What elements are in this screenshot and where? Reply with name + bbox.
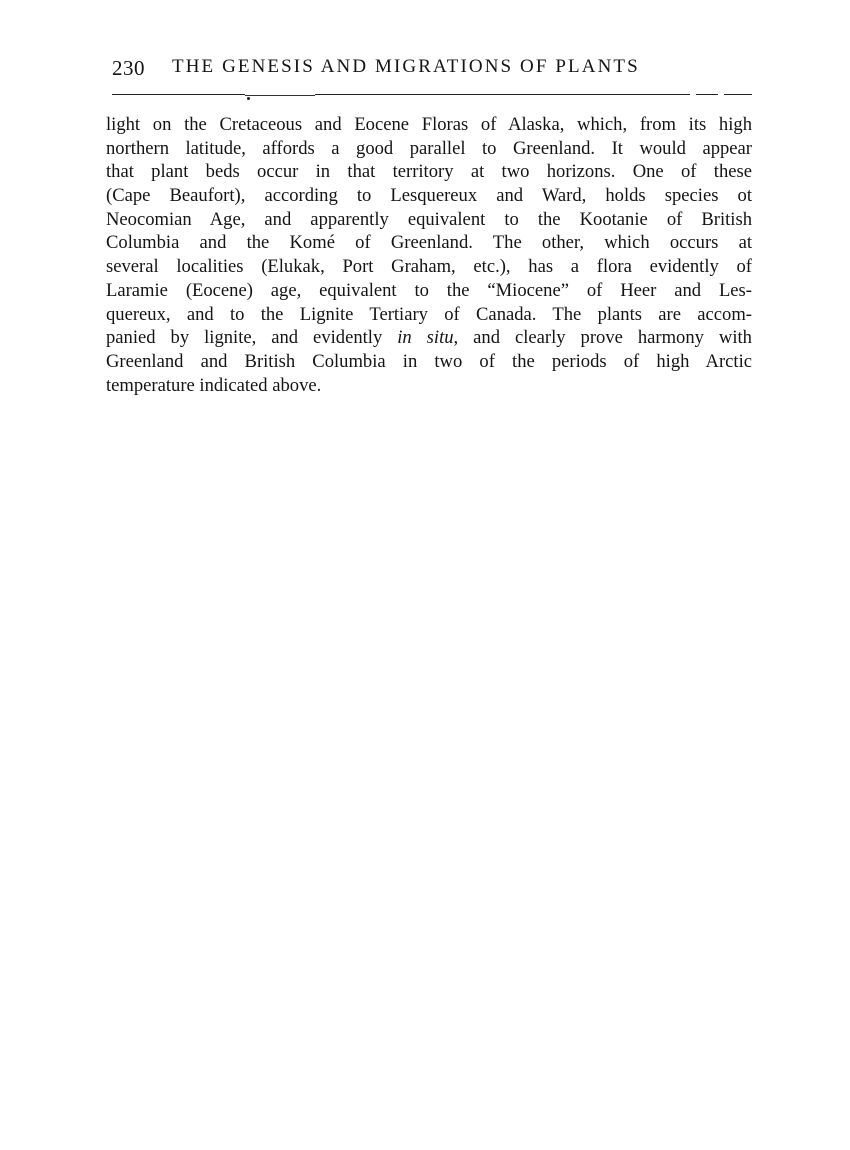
text-line: Greenland and British Columbia in two of the periods of high Arctic: [106, 350, 752, 372]
running-head: [112, 52, 752, 84]
text-segment: panied by lignite, and evidently: [106, 327, 398, 349]
rule-thin-segment: [245, 95, 315, 96]
text-line: (Cape Beaufort), according to Lesquereux and Ward, holds species ot: [106, 185, 752, 207]
text-line: quereux, and to the Lignite Tertiary of Canada. The plants are accom-: [106, 303, 752, 325]
text-line: Laramie (Eocene) age, equivalent to the “Miocene” of Heer and Les-: [106, 279, 752, 301]
text-line: several localities (Elukak, Port Graham, etc.), has a flora evidently of: [106, 256, 752, 278]
text-line: light on the Cretaceous and Eocene Floras of Alaska, which, from its high: [106, 114, 752, 135]
text-segment: , and clearly prove harmony with: [453, 327, 752, 349]
rule-dot: [247, 97, 250, 100]
rule-break: [690, 92, 696, 97]
text-line-with-italic: [106, 326, 752, 350]
header-rule: [112, 94, 752, 95]
running-title: THE GENESIS AND MIGRATIONS OF PLANTS: [172, 56, 640, 77]
body-paragraph: [106, 113, 752, 397]
rule-break: [718, 92, 724, 97]
page-number: 230: [112, 56, 145, 80]
text-line: that plant beds occur in that territory at two horizons. One of these: [106, 161, 752, 183]
italic-term: in situ: [397, 327, 454, 349]
text-line: Neocomian Age, and apparently equivalent to the Kootanie of British: [106, 208, 752, 230]
text-line: Columbia and the Komé of Greenland. The other, which occurs at: [106, 232, 752, 254]
text-line: northern latitude, affords a good parallel to Greenland. It would appear: [106, 137, 752, 159]
text-line-last: temperature indicated above.: [106, 374, 322, 396]
